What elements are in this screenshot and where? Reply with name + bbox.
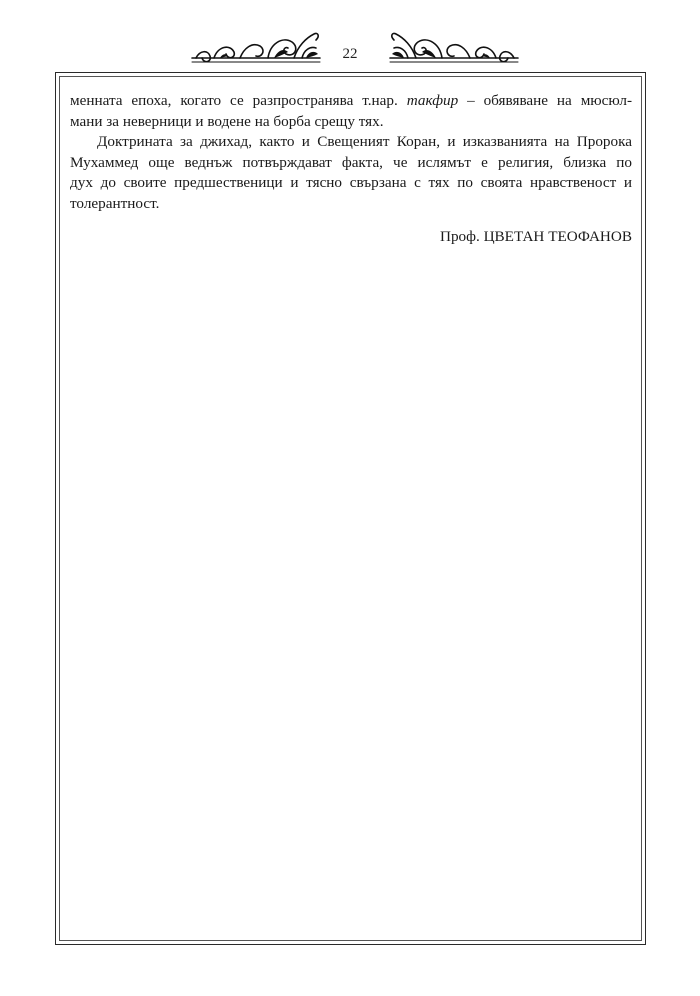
paragraph-1-line-1 [70,91,632,112]
left-ornament-icon [190,28,322,72]
text-segment: – обявяване на мюсюл- [458,92,633,109]
text-segment: менната епоха, когато се разпространява т.нар. [70,92,407,109]
author-signature: Проф. ЦВЕТАН ТЕОФАНОВ [439,228,632,245]
paragraph-1-line-2: мани за неверници и водене на борба срещу тях. [70,112,384,130]
page-header [0,28,700,78]
italic-term: такфир [406,92,459,109]
paragraph-2-line-3: дух до своите предшественици и тясно свързана с тях по своята нравственост и [70,174,632,191]
body-text [70,91,632,214]
right-ornament-icon [388,28,520,72]
paragraph-2-line-2: Мухаммед още веднъж потвърждават факта, че ислямът е религия, близка по [70,153,632,171]
paragraph-2-line-4: толерантност. [70,194,160,212]
page-number: 22 [342,46,358,62]
paragraph-2-line-1: Доктрината за джихад, както и Свещеният Коран, и изказванията на Пророка [97,133,632,150]
